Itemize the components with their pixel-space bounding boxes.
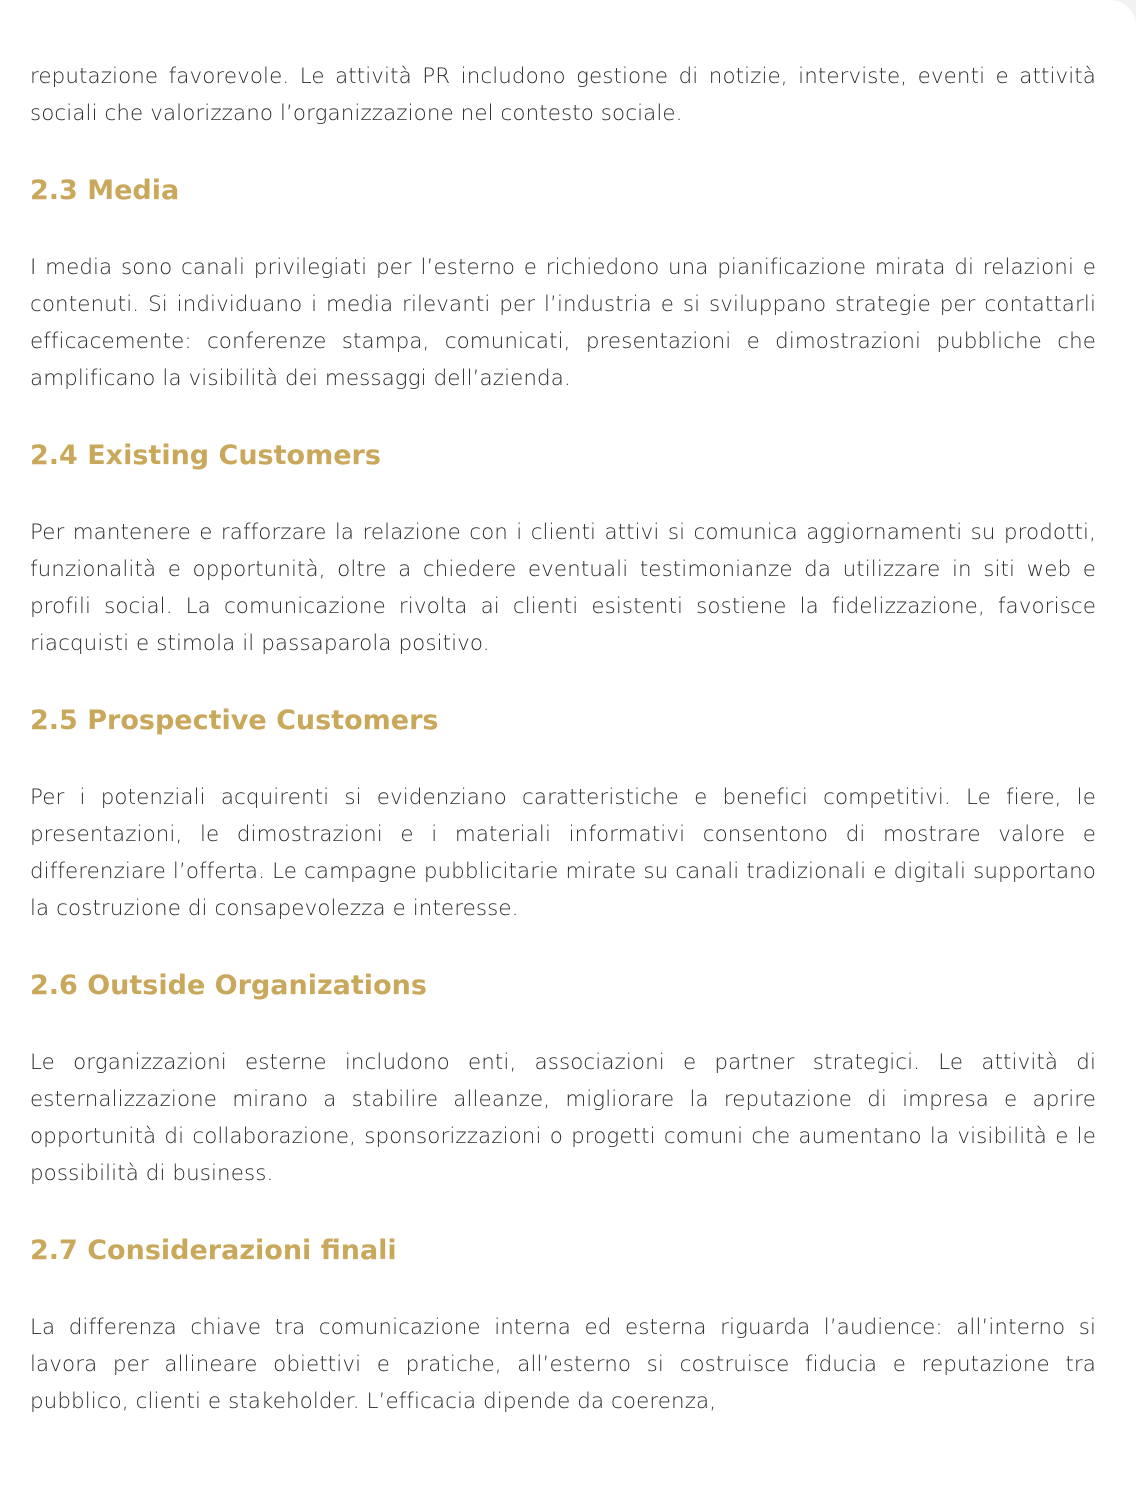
section-heading: 2.7 Considerazioni finali [30,1235,397,1266]
intro-paragraph: reputazione favorevole. Le attività PR includono gestione di notizie, interviste, eventi e attività sociali che valorizzano l’organizzazione nel contesto sociale. [30,64,1096,126]
section-heading: 2.5 Prospective Customers [30,705,439,736]
section-body: I media sono canali privilegiati per l’esterno e richiedono una pianificazione mirata di relazioni e contenuti. Si individuano i media rilevanti per l’industria e si sviluppano strategie per contattarli efficacemente: conferenze stampa, comunicati, presentazioni e dimostrazioni pubbliche che amplificano la visibilità dei messaggi dell’azienda. [30,255,1096,391]
section-media [30,171,1096,397]
section-body: Per mantenere e rafforzare la relazione con i clienti attivi si comunica aggiornamenti su prodotti, funzionalità e opportunità, oltre a chiedere eventuali testimonianze da utilizzare in siti web e profili social. La comunicazione rivolta ai clienti esistenti sostiene la fidelizzazione, favorisce riacquisti e stimola il passaparola positivo. [30,520,1096,656]
section-outside-organizations [30,966,1096,1192]
section-heading: 2.4 Existing Customers [30,440,381,471]
section-body: Per i potenziali acquirenti si evidenziano caratteristiche e benefici competitivi. Le fiere, le presentazioni, le dimostrazioni e i materiali informativi consentono di mostrare valore e differenziare l’offerta. Le campagne pubblicitarie mirate su canali tradizionali e digitali supportano la costruzione di consapevolezza e interesse. [30,785,1096,921]
section-final-considerations [30,1231,1096,1420]
section-heading: 2.3 Media [30,175,180,206]
section-body: La differenza chiave tra comunicazione interna ed esterna riguarda l’audience: all’interno si lavora per allineare obiettivi e pratiche, all’esterno si costruisce fiducia e reputazione tra pubblico, clienti e stakeholder. L’efficacia dipende da coerenza, [30,1315,1096,1414]
section-prospective-customers [30,701,1096,927]
section-body: Le organizzazioni esterne includono enti, associazioni e partner strategici. Le attività di esternalizzazione mirano a stabilire alleanze, migliorare la reputazione di impresa e aprire opportunità di collaborazione, sponsorizzazioni o progetti comuni che aumentano la visibilità e le possibilità di business. [30,1050,1096,1186]
section-existing-customers [30,436,1096,662]
section-heading: 2.6 Outside Organizations [30,970,427,1001]
